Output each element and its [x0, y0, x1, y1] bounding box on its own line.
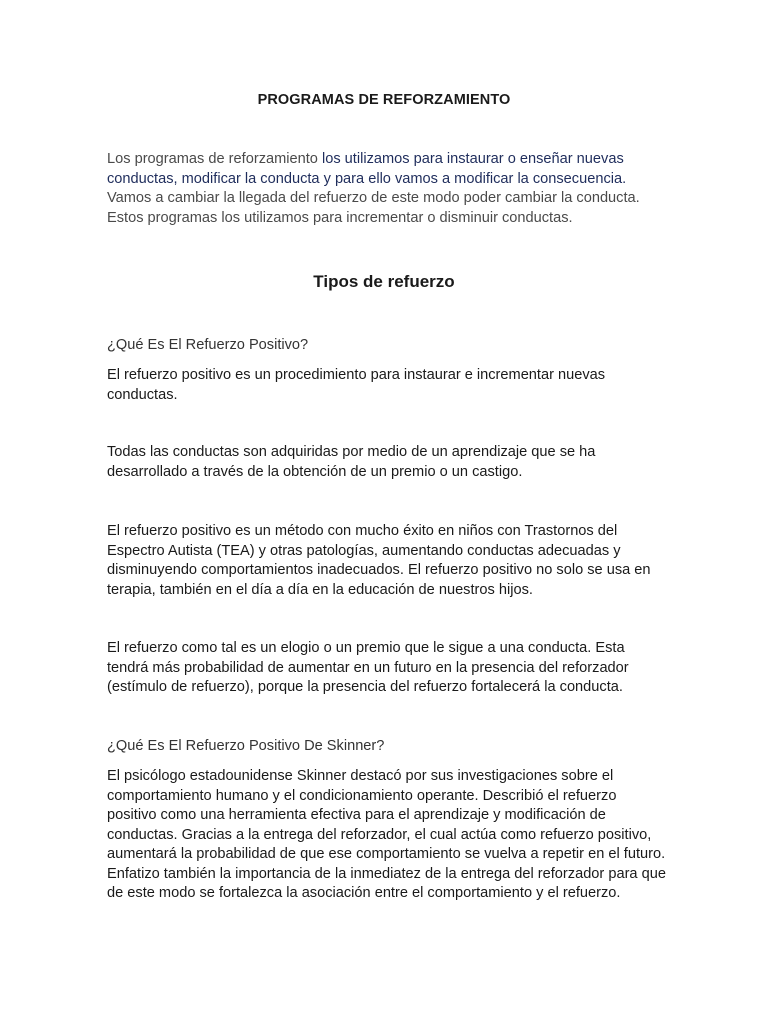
document-title: PROGRAMAS DE REFORZAMIENTO	[257, 92, 511, 108]
intro-highlight: los utilizamos para instaurar o enseñar nuevas conductas, modificar la conducta y para ello vamos a modificar la consecuencia.	[107, 151, 627, 187]
paragraph-skinner: El psicólogo estadounidense Skinner destacó por sus investigaciones sobre el comportamiento humano y el condicionamiento operante. Describió el refuerzo positivo como una herramienta efectiva para el aprendizaje y modificación de conductas. Gracias a la entrega del reforzador, el cual actúa como refuerzo positivo, aumentará la probabilidad de que ese comportamiento se vuelva a repetir en el futuro. Enfatizo también la importancia de la inmediatez de la entrega del reforzador para que de este modo se fortalezca la asociación entre el comportamiento y el refuerzo.	[107, 768, 666, 901]
intro-paragraph	[107, 150, 667, 228]
intro-lead: Los programas de reforzamiento	[107, 151, 322, 167]
paragraph-praise: El refuerzo como tal es un elogio o un premio que le sigue a una conducta. Esta tendrá más probabilidad de aumentar en un futuro en la presencia del reforzador (estímulo de refuerzo), porque la presencia del refuerzo fortalecerá la conducta.	[107, 640, 629, 695]
paragraph-learning: Todas las conductas son adquiridas por medio de un aprendizaje que se ha desarrollado a través de la obtención de un premio o un castigo.	[107, 444, 596, 480]
question-positive-reinforcement: ¿Qué Es El Refuerzo Positivo?	[107, 337, 309, 353]
paragraph-tea: El refuerzo positivo es un método con mucho éxito en niños con Trastornos del Espectro Autista (TEA) y otras patologías, aumentando conductas adecuadas y disminuyendo comportamientos inadecuados. El refuerzo positivo no solo se usa en terapia, también en el día a día en la educación de nuestros hijos.	[107, 523, 651, 598]
section-heading: Tipos de refuerzo	[313, 272, 455, 291]
question-skinner: ¿Qué Es El Refuerzo Positivo De Skinner?	[107, 738, 385, 754]
intro-rest: Vamos a cambiar la llegada del refuerzo de este modo poder cambiar la conducta. Estos programas los utilizamos para incrementar o disminuir conductas.	[107, 190, 640, 226]
paragraph-definition: El refuerzo positivo es un procedimiento para instaurar e incrementar nuevas conductas.	[107, 367, 606, 403]
